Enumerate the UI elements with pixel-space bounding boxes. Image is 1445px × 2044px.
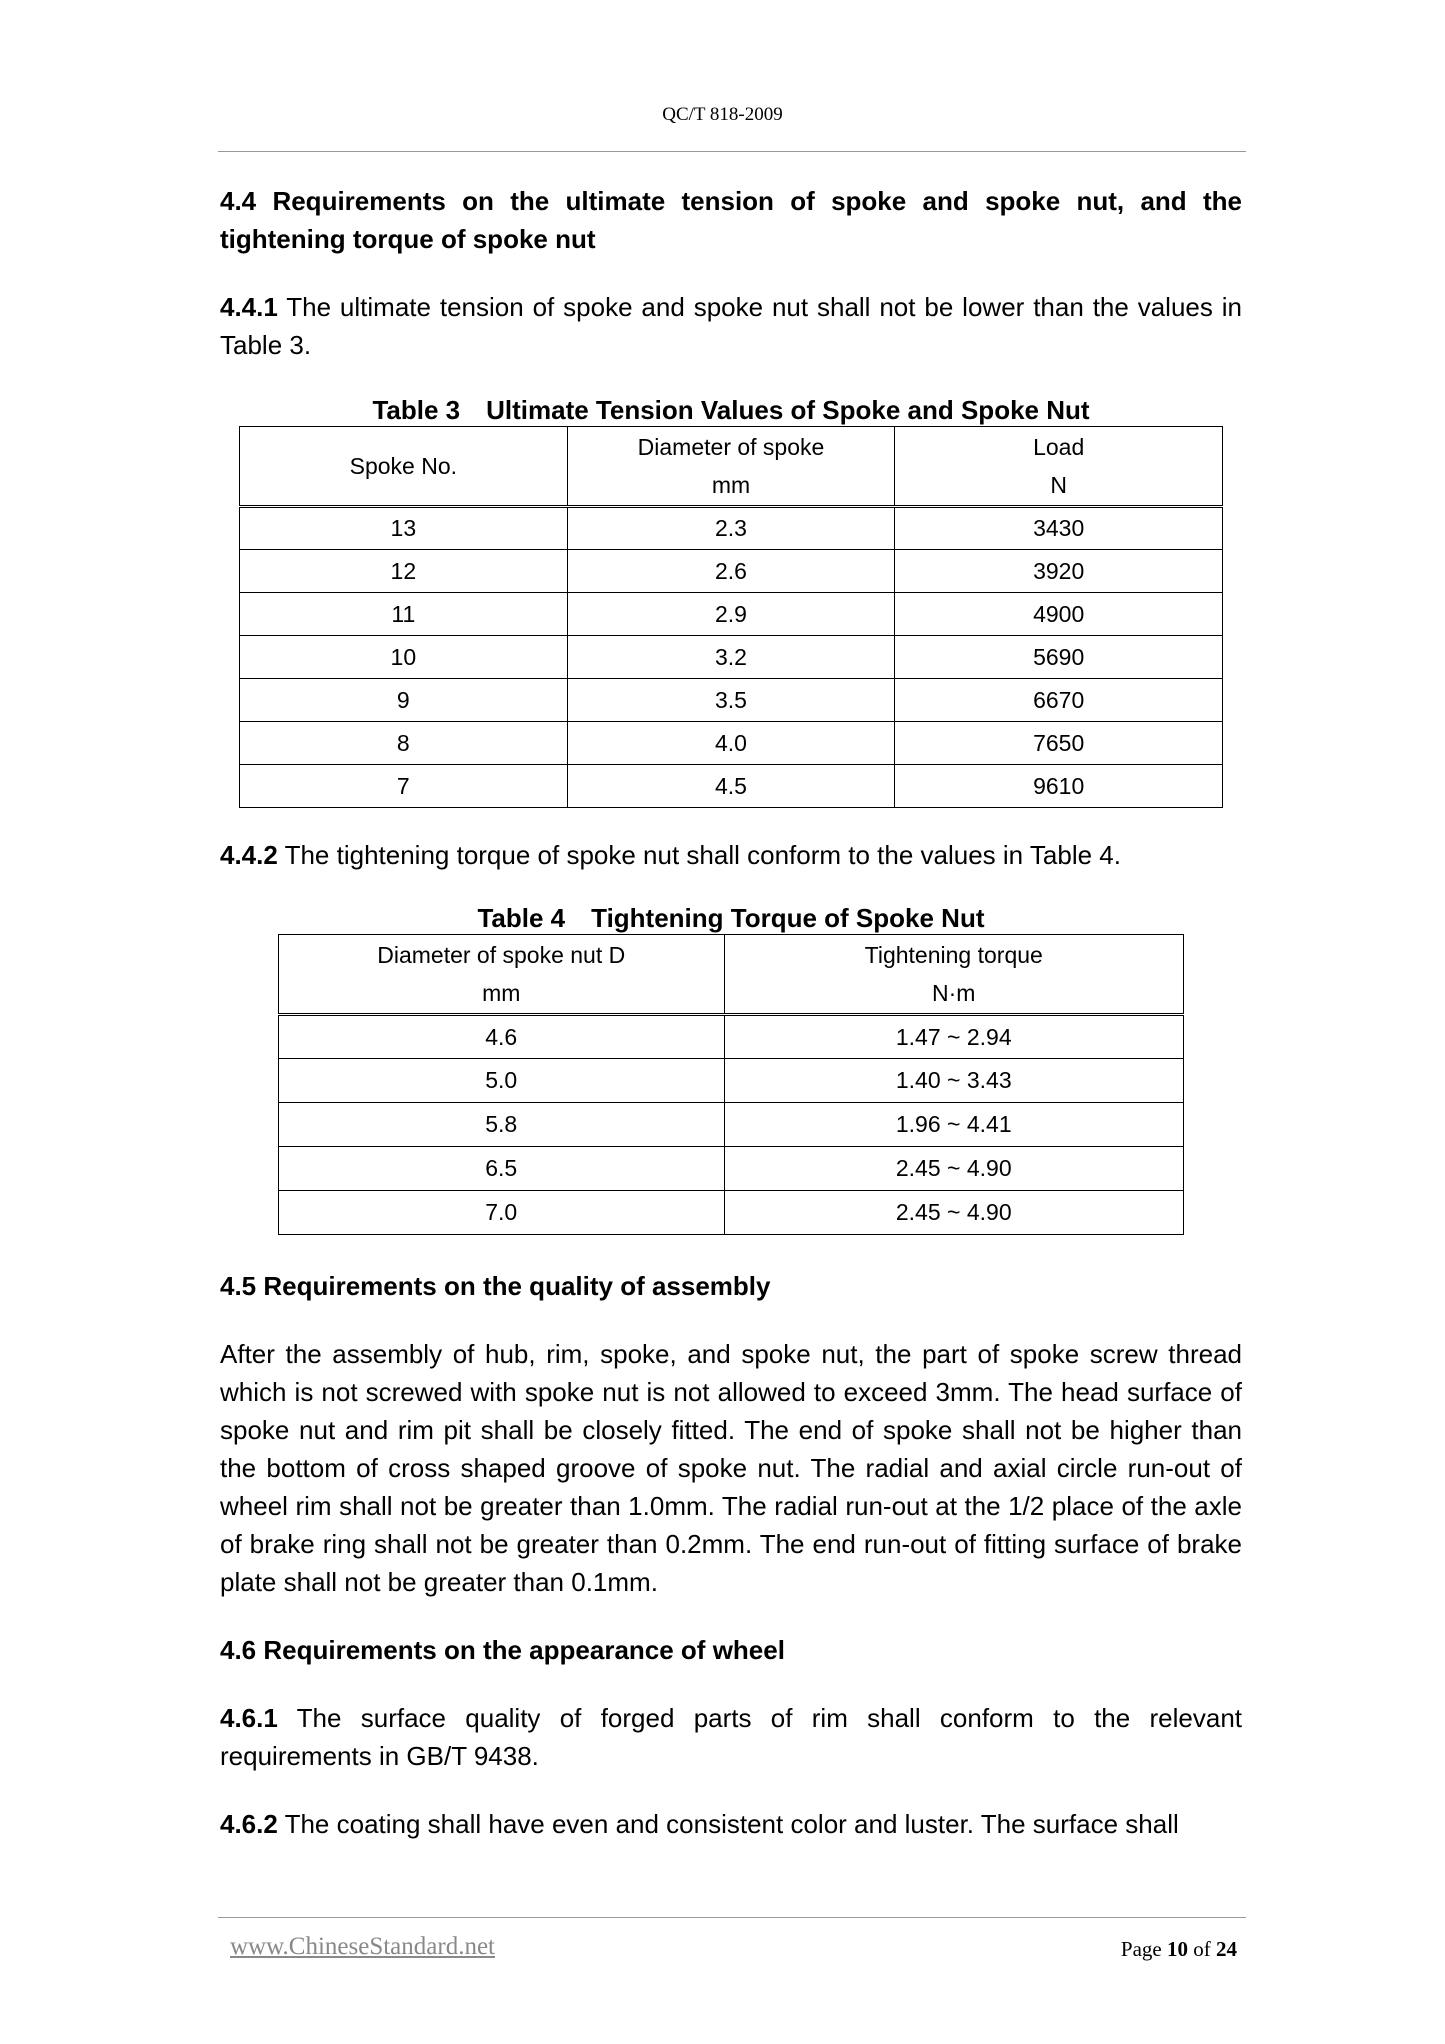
cell-spoke-no: 11 xyxy=(240,593,568,636)
table-3-header-diameter: Diameter of spoke mm xyxy=(567,427,895,507)
cell-load: 6670 xyxy=(895,679,1223,722)
clause-text: The tightening torque of spoke nut shall conform to the values in Table 4. xyxy=(277,840,1121,870)
cell-spoke-no: 7 xyxy=(240,765,568,808)
table-row xyxy=(240,593,1223,636)
cell-load: 5690 xyxy=(895,636,1223,679)
clause-text: The ultimate tension of spoke and spoke nut shall not be lower than the values in Table 3. xyxy=(220,292,1242,360)
cell-load: 7650 xyxy=(895,722,1223,765)
table-4-header-row xyxy=(279,935,1184,1015)
cell-diameter: 2.9 xyxy=(567,593,895,636)
table-row xyxy=(279,1191,1184,1235)
paragraph-4-6-2 xyxy=(220,1805,1242,1843)
cell-load: 4900 xyxy=(895,593,1223,636)
cell-torque: 1.47 ~ 2.94 xyxy=(724,1015,1184,1059)
cell-nut-diameter: 7.0 xyxy=(279,1191,725,1235)
table-4-label: Table 4 xyxy=(477,903,566,933)
clause-number: 4.4.2 xyxy=(220,840,278,870)
section-4-4-heading: 4.4 Requirements on the ultimate tension of spoke and spoke nut, and the tightening torque of spoke nut xyxy=(220,186,1242,254)
cell-torque: 1.40 ~ 3.43 xyxy=(724,1059,1184,1103)
table-4-header-diameter: Diameter of spoke nut D mm xyxy=(279,935,725,1015)
cell-diameter: 3.5 xyxy=(567,679,895,722)
clause-number: 4.6.1 xyxy=(220,1703,278,1733)
cell-torque: 2.45 ~ 4.90 xyxy=(724,1191,1184,1235)
table-3-header-load: Load N xyxy=(895,427,1223,507)
header-rule xyxy=(218,151,1246,152)
table-row xyxy=(279,1147,1184,1191)
website-link[interactable]: www.ChineseStandard.net xyxy=(230,1933,495,1960)
cell-diameter: 2.6 xyxy=(567,550,895,593)
cell-diameter: 4.5 xyxy=(567,765,895,808)
cell-spoke-no: 12 xyxy=(240,550,568,593)
cell-diameter: 3.2 xyxy=(567,636,895,679)
clause-number: 4.6.2 xyxy=(220,1809,278,1839)
cell-spoke-no: 13 xyxy=(240,507,568,550)
cell-nut-diameter: 4.6 xyxy=(279,1015,725,1059)
table-row xyxy=(240,550,1223,593)
table-3 xyxy=(239,426,1223,808)
cell-load: 3430 xyxy=(895,507,1223,550)
cell-diameter: 2.3 xyxy=(567,507,895,550)
cell-torque: 1.96 ~ 4.41 xyxy=(724,1103,1184,1147)
paragraph-4-4-1 xyxy=(220,288,1242,364)
table-3-header-row xyxy=(240,427,1223,507)
table-row xyxy=(279,1015,1184,1059)
paragraph-4-4-2 xyxy=(220,836,1242,874)
cell-spoke-no: 9 xyxy=(240,679,568,722)
page-content xyxy=(220,182,1242,1843)
cell-spoke-no: 10 xyxy=(240,636,568,679)
cell-spoke-no: 8 xyxy=(240,722,568,765)
footer-rule xyxy=(218,1917,1246,1918)
cell-nut-diameter: 5.0 xyxy=(279,1059,725,1103)
table-3-header-spoke-no: Spoke No. xyxy=(240,427,568,507)
table-4 xyxy=(278,934,1184,1235)
cell-diameter: 4.0 xyxy=(567,722,895,765)
table-3-caption xyxy=(220,394,1242,426)
table-row xyxy=(240,636,1223,679)
clause-number: 4.4.1 xyxy=(220,292,278,322)
table-4-caption xyxy=(220,902,1242,934)
cell-nut-diameter: 5.8 xyxy=(279,1103,725,1147)
section-4-5-heading: 4.5 Requirements on the quality of assembly xyxy=(220,1271,771,1301)
page-number: Page 10 of 24 xyxy=(1120,1937,1237,1961)
cell-load: 9610 xyxy=(895,765,1223,808)
table-row xyxy=(279,1103,1184,1147)
paragraph-4-5: After the assembly of hub, rim, spoke, and spoke nut, the part of spoke screw thread which is not screwed with spoke nut is not allowed to exceed 3mm. The head surface of spoke nut and rim pit shall be closely fitted. The end of spoke shall not be higher than the bottom of cross shaped groove of spoke nut. The radial and axial circle run-out of wheel rim shall not be greater than 1.0mm. The radial run-out at the 1/2 place of the axle of brake ring shall not be greater than 0.2mm. The end run-out of fitting surface of brake plate shall not be greater than 0.1mm. xyxy=(220,1339,1242,1597)
cell-load: 3920 xyxy=(895,550,1223,593)
document-code-header: QC/T 818-2009 xyxy=(662,104,783,125)
table-row xyxy=(240,765,1223,808)
clause-text: The surface quality of forged parts of rim shall conform to the relevant requirements in GB/T 9438. xyxy=(220,1703,1242,1771)
table-row xyxy=(240,507,1223,550)
paragraph-4-6-1 xyxy=(220,1699,1242,1775)
cell-nut-diameter: 6.5 xyxy=(279,1147,725,1191)
table-row xyxy=(279,1059,1184,1103)
table-3-title: Ultimate Tension Values of Spoke and Spoke Nut xyxy=(486,395,1090,425)
table-row xyxy=(240,722,1223,765)
table-4-header-torque: Tightening torque N·m xyxy=(724,935,1184,1015)
table-row xyxy=(240,679,1223,722)
table-3-label: Table 3 xyxy=(372,395,461,425)
table-4-title: Tightening Torque of Spoke Nut xyxy=(591,903,985,933)
section-4-6-heading: 4.6 Requirements on the appearance of wheel xyxy=(220,1635,785,1665)
clause-text: The coating shall have even and consistent color and luster. The surface shall xyxy=(277,1809,1179,1839)
cell-torque: 2.45 ~ 4.90 xyxy=(724,1147,1184,1191)
